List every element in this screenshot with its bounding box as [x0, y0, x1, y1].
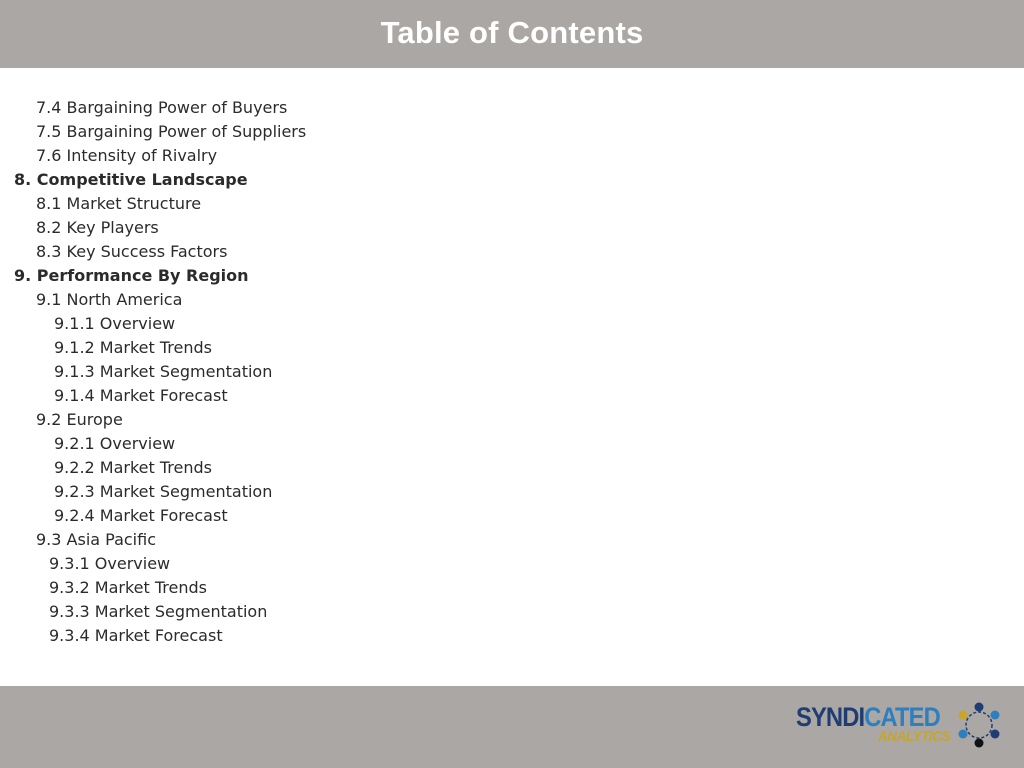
toc-entry: 9.3.1 Overview [49, 554, 171, 573]
toc-entry: 9.2.4 Market Forecast [54, 506, 228, 525]
toc-entry: 7.5 Bargaining Power of Suppliers [36, 122, 307, 141]
toc-entry: 8.3 Key Success Factors [36, 242, 228, 261]
toc-entry: 9.3.2 Market Trends [49, 578, 208, 597]
toc-entry: 9.3.3 Market Segmentation [49, 602, 268, 621]
toc-entry: 9.1 North America [36, 290, 183, 309]
logo-part-2: CATED [864, 702, 940, 732]
toc-entry: 9.3.4 Market Forecast [49, 626, 223, 645]
toc-entry: 9.3 Asia Pacific [36, 530, 156, 549]
logo-part-1: SYNDI [796, 702, 865, 732]
toc-entry: 7.4 Bargaining Power of Buyers [36, 98, 288, 117]
header-bar [0, 0, 1024, 68]
toc-entry: 7.6 Intensity of Rivalry [36, 146, 218, 165]
syndicated-analytics-logo [792, 700, 1004, 750]
logo-subtitle: ANALYTICS [878, 728, 951, 745]
toc-entry: 9.1.3 Market Segmentation [54, 362, 273, 381]
toc-entry: 9.1.4 Market Forecast [54, 386, 228, 405]
toc-entry: 9.2.1 Overview [54, 434, 176, 453]
logo-molecule-icon [956, 702, 1002, 748]
toc-entry: 9.1.2 Market Trends [54, 338, 213, 357]
toc-entry: 9.2.3 Market Segmentation [54, 482, 273, 501]
page-title: Table of Contents [380, 15, 644, 50]
toc-entry: 9.2.2 Market Trends [54, 458, 213, 477]
toc-section-heading: 8. Competitive Landscape [14, 170, 248, 189]
toc-section-heading: 9. Performance By Region [14, 266, 249, 285]
toc-entry: 8.1 Market Structure [36, 194, 202, 213]
toc-entry: 8.2 Key Players [36, 218, 159, 237]
toc-entry: 9.1.1 Overview [54, 314, 176, 333]
toc-entry: 9.2 Europe [36, 410, 123, 429]
